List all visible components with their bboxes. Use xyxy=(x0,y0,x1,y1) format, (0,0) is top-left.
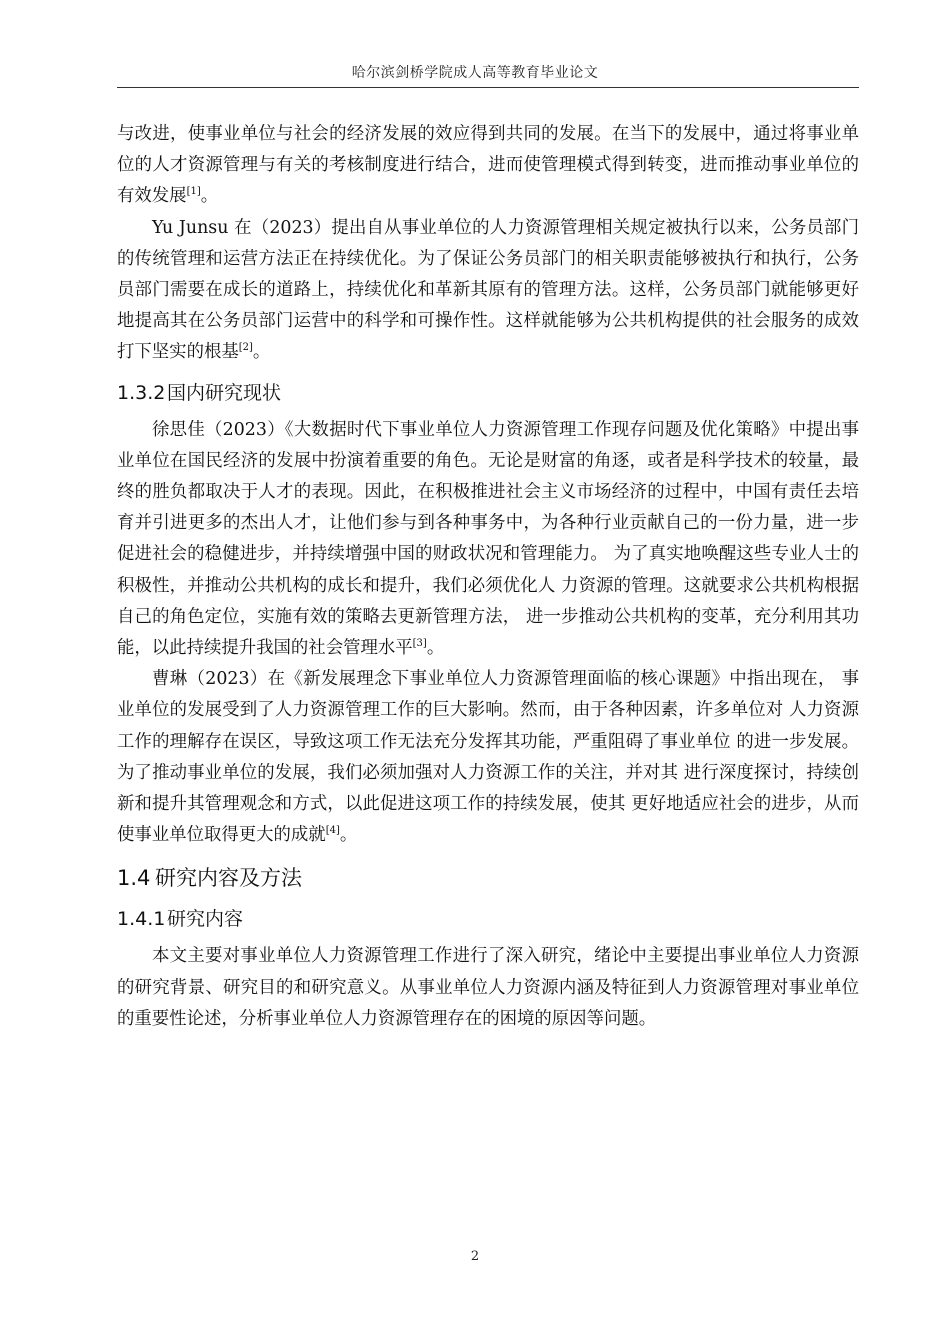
paragraph-text: 与改进，使事业单位与社会的经济发展的效应得到共同的发展。在当下的发展中，通过将事业单位的人才资源管理与有关的考核制度进行结合，进而使管理模式得到转变，进而推动事业单位的有效发展 xyxy=(117,124,859,207)
paragraph-end: 。 xyxy=(426,638,445,659)
section-heading-1-3-2 xyxy=(117,373,859,413)
citation-3[interactable]: [3] xyxy=(412,638,427,650)
paragraph-text: Yu Junsu 在（2023）提出自从事业单位的人力资源管理相关规定被执行以来，公务员部门的传统管理和运营方法正在持续优化。为了保证公务员部门的相关职责能够被执行和执行，公务员部门需要在成长的道路上，持续优化和革新其原有的管理方法。这样，公务员部门就能够更好地提高其在公务员部门运营中的科学和可操作性。这样就能够为公共机构提供的社会服务的成效打下坚实的根基 xyxy=(117,217,859,363)
paragraph-cao-lin xyxy=(117,664,859,851)
citation-1[interactable]: [1] xyxy=(186,186,201,198)
paragraph-end: 。 xyxy=(200,186,219,207)
paragraph-text: 徐思佳（2023）《大数据时代下事业单位人力资源管理工作现存问题及优化策略》中提出事业单位在国民经济的发展中扮演着重要的角色。无论是财富的角逐，或者是科学技术的较量，最终的胜负都取决于人才的表现。因此，在积极推进社会主义市场经济的过程中，中国有责任去培育并引进更多的杰出人才，让他们参与到各种事务中，为各种行业贡献自己的一份力量，进一步促进社会的稳健进步，并持续增强中国的财政状况和管理能力。 为了真实地唤醒这些专业人士的积极性，并推动公共机构的成长和提升，我们必须优化人 力资源的管理。这就要求公共机构根据自己的角色定位，实施有效的策略去更新管理方法， 进一步推动公共机构的变革，充分利用其功能，以此持续提升我国的社会管理水平 xyxy=(117,419,859,659)
paragraph-end: 。 xyxy=(252,342,271,363)
paragraph-research-content xyxy=(117,941,859,1035)
header-rule xyxy=(117,87,859,88)
section-title: 研究内容及方法 xyxy=(155,866,302,891)
paragraph-xu-sijia xyxy=(117,415,859,665)
citation-2[interactable]: [2] xyxy=(238,342,253,354)
paragraph-end: 。 xyxy=(339,825,358,846)
section-number: 1.3.2 xyxy=(117,381,166,404)
section-heading-1-4 xyxy=(117,857,859,899)
page-body xyxy=(117,119,859,1035)
paragraph-yu-junsu xyxy=(117,213,859,369)
section-title: 国内研究现状 xyxy=(167,381,282,404)
page-number: 2 xyxy=(470,1249,480,1264)
section-number: 1.4 xyxy=(117,866,151,891)
running-header: 哈尔滨剑桥学院成人高等教育毕业论文 xyxy=(351,65,599,81)
paragraph-continuation xyxy=(117,119,859,213)
section-number: 1.4.1 xyxy=(117,908,166,931)
paragraph-text: 本文主要对事业单位人力资源管理工作进行了深入研究，绪论中主要提出事业单位人力资源的研究背景、研究目的和研究意义。从事业单位人力资源内涵及特征到人力资源管理对事业单位的重要性论述，分析事业单位人力资源管理存在的困境的原因等问题。 xyxy=(117,946,859,1029)
section-heading-1-4-1 xyxy=(117,899,859,939)
section-title: 研究内容 xyxy=(167,908,244,931)
paragraph-text: 曹琳（2023）在《新发展理念下事业单位人力资源管理面临的核心课题》中指出现在， 事业单位的发展受到了人力资源管理工作的巨大影响。然而，由于各种因素，许多单位对 人力资源工作的理解存在误区，导致这项工作无法充分发挥其功能，严重阻碍了事业单位 的进一步发展。为了推动事业单位的发展，我们必须加强对人力资源工作的关注，并对其 进行深度探讨，持续创新和提升其管理观念和方式，以此促进这项工作的持续发展，使其 更好地适应社会的进步，从而使事业单位取得更大的成就 xyxy=(117,669,859,846)
citation-4[interactable]: [4] xyxy=(325,825,340,837)
